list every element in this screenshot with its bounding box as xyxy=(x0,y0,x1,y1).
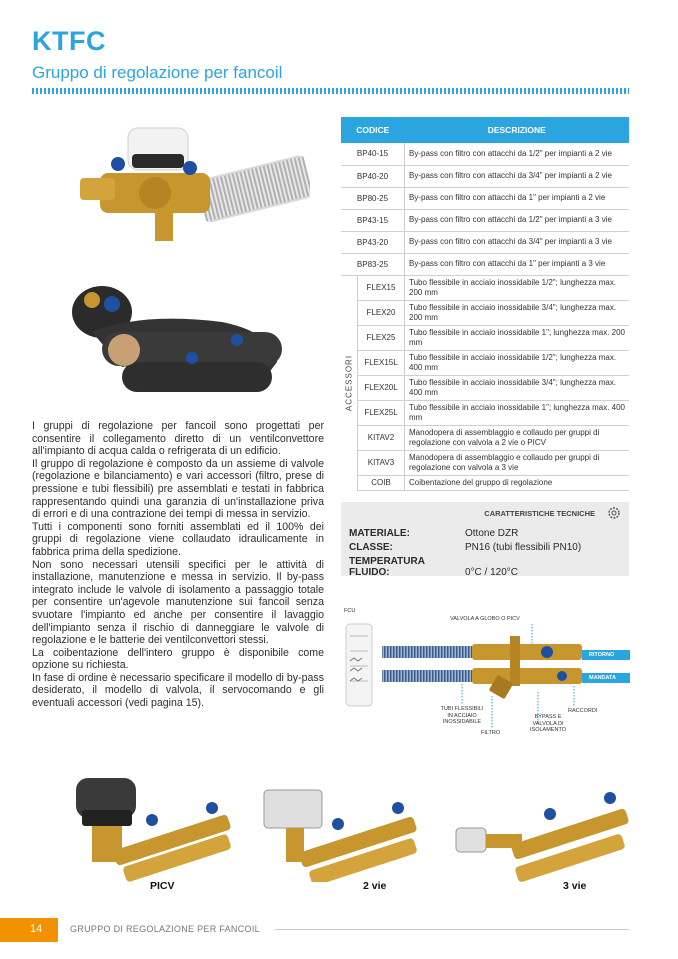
code-cell: KITAV2 xyxy=(358,425,405,450)
accessory-row xyxy=(341,325,629,350)
accessory-row xyxy=(341,350,629,375)
code-cell: FLEX25L xyxy=(358,400,405,425)
accessory-row xyxy=(341,475,629,490)
code-cell: FLEX20L xyxy=(358,375,405,400)
page-title: KTFC xyxy=(32,26,106,56)
product-table xyxy=(341,117,629,491)
code-cell: FLEX25 xyxy=(358,325,405,350)
code-cell: BP83-25 xyxy=(341,253,405,275)
product-image-3way xyxy=(450,778,630,882)
column-header-code: CODICE xyxy=(341,117,405,143)
dotted-divider xyxy=(32,88,629,94)
code-cell: BP43-20 xyxy=(341,231,405,253)
accessory-row xyxy=(341,400,629,425)
code-cell: KITAV3 xyxy=(358,450,405,475)
description-cell: Manodopera di assemblaggio e collaudo per gruppi di regolazione con valvola a 2 vie o PICV xyxy=(405,425,630,450)
code-cell: BP43-15 xyxy=(341,209,405,231)
tech-row: TEMPERATURA FLUIDO: 0°C / 120°C xyxy=(349,556,519,578)
diagram-label-bypass: BYPASS E VALVOLA DI ISOLAMENTO xyxy=(530,714,566,733)
table-row xyxy=(341,209,629,231)
description-cell: Tubo flessibile in acciaio inossidabile 1"; lunghezza max. 400 mm xyxy=(405,400,630,425)
technical-specs-heading: CARATTERISTICHE TECNICHE xyxy=(484,509,595,518)
description-cell: Tubo flessibile in acciaio inossidabile 3/4"; lunghezza max. 200 mm xyxy=(405,300,630,325)
paragraph: I gruppi di regolazione per fancoil sono progettati per consentire il collegamento diretto di un ventilconvettore all'impianto di acqua calda o refrigerata di un edificio. xyxy=(32,420,324,458)
code-cell: BP80-25 xyxy=(341,187,405,209)
page-number: 14 xyxy=(30,923,43,935)
description-cell: By-pass con filtro con attacchi da 1" per impianti a 3 vie xyxy=(405,253,630,275)
tech-row: MATERIALE: Ottone DZR xyxy=(349,528,519,539)
diagram-label-valve: VALVOLA A GLOBO O PICV xyxy=(450,616,520,622)
table-row xyxy=(341,143,629,165)
code-cell: FLEX15 xyxy=(358,275,405,300)
code-cell: BP40-20 xyxy=(341,165,405,187)
accessory-row xyxy=(341,450,629,475)
paragraph: Non sono necessari utensili specifici per le attività di installazione, manutenzione e messa in servizio. Il by-pass integrato include le valvole di isolamento a passaggio totale per consentire un'agevole manutenzione sui fancoil senza svuotare l'impianto ed anche per consentire il lavaggio dell'impianto senza il rischio di danneggiare le valvole di regolazione e le batterie dei ventilconvettori stessi. xyxy=(32,558,324,647)
accessory-row xyxy=(341,275,629,300)
paragraph: Tutti i componenti sono forniti assemblati ed il 100% dei gruppi di regolazione viene collaudato idraulicamente in fabbrica prima della spedizione. xyxy=(32,520,324,558)
column-header-description: DESCRIZIONE xyxy=(405,117,630,143)
product-image-picv xyxy=(62,770,242,882)
footer-divider xyxy=(275,929,629,930)
gear-icon xyxy=(607,506,621,520)
accessory-row xyxy=(341,425,629,450)
paragraph: Il gruppo di regolazione è composto da un assieme di valvole (regolazione e bilanciamento) e vari accessori (filtro, prese di pressione e tubi flessibili) pre assemblati e testati in fabbrica rappresentando quindi una garanzia di un'installazione priva di errori e di una contrazione dei tempi di messa in servizio. xyxy=(32,457,324,521)
diagram-label-hoses: TUBI FLESSIBILI IN ACCIAIO INOSSIDABILE xyxy=(440,706,484,725)
product-image-insulated xyxy=(62,272,292,400)
code-cell: BP40-15 xyxy=(341,143,405,165)
description-cell: Tubo flessibile in acciaio inossidabile 1/2"; lunghezza max. 200 mm xyxy=(405,275,630,300)
description-cell: Manodopera di assemblaggio e collaudo per gruppi di regolazione con valvola a 3 vie xyxy=(405,450,630,475)
table-row xyxy=(341,253,629,275)
accessory-row xyxy=(341,375,629,400)
diagram-label-filter: FILTRO xyxy=(481,730,501,736)
description-cell: Tubo flessibile in acciaio inossidabile 1/2"; lunghezza max. 400 mm xyxy=(405,350,630,375)
code-cell: FLEX15L xyxy=(358,350,405,375)
description-cell: By-pass con filtro con attacchi da 1/2" per impianti a 2 vie xyxy=(405,143,630,165)
code-cell: FLEX20 xyxy=(358,300,405,325)
description-cell: Tubo flessibile in acciaio inossidabile 1"; lunghezza max. 200 mm xyxy=(405,325,630,350)
description-cell: By-pass con filtro con attacchi da 3/4" per impianti a 3 vie xyxy=(405,231,630,253)
paragraph: In fase di ordine è necessario specificare il modello di by-pass desiderato, il modello di valvola, il servocomando e gli eventuali accessori (vedi pagina 15). xyxy=(32,671,324,710)
description-cell: By-pass con filtro con attacchi da 1" per impianti a 2 vie xyxy=(405,187,630,209)
accessory-row xyxy=(341,300,629,325)
accessories-group-cell xyxy=(341,275,358,490)
page-number-tab xyxy=(0,918,58,942)
product-image-bypass xyxy=(60,118,310,253)
table-row xyxy=(341,231,629,253)
caption-3-way: 3 vie xyxy=(563,880,587,892)
accessories-label: ACCESSORI xyxy=(344,354,354,411)
code-cell: COIB xyxy=(358,475,405,490)
technical-specs-box xyxy=(341,502,629,576)
caption-picv: PICV xyxy=(150,880,175,892)
installation-diagram xyxy=(342,606,632,756)
description-cell: Coibentazione del gruppo di regolazione xyxy=(405,475,630,490)
description-text xyxy=(32,420,324,710)
diagram-label-mandata: MANDATA xyxy=(589,675,616,681)
description-cell: Tubo flessibile in acciaio inossidabile 3/4"; lunghezza max. 400 mm xyxy=(405,375,630,400)
table-row xyxy=(341,187,629,209)
diagram-label-ritorno: RITORNO xyxy=(589,652,615,658)
page-subtitle: Gruppo di regolazione per fancoil xyxy=(32,63,283,82)
product-image-2way xyxy=(258,778,428,882)
diagram-label-fittings: RACCORDI xyxy=(568,708,598,714)
description-cell: By-pass con filtro con attacchi da 3/4" per impianti a 2 vie xyxy=(405,165,630,187)
caption-2-way: 2 vie xyxy=(363,880,387,892)
description-cell: By-pass con filtro con attacchi da 1/2" per impianti a 3 vie xyxy=(405,209,630,231)
paragraph: La coibentazione dell'intero gruppo è disponibile come opzione su richiesta. xyxy=(32,646,324,672)
tech-row: CLASSE: PN16 (tubi flessibili PN10) xyxy=(349,542,582,553)
footer-title: GRUPPO DI REGOLAZIONE PER FANCOIL xyxy=(70,924,260,934)
table-row xyxy=(341,165,629,187)
diagram-label-fcu: FCU xyxy=(344,608,356,614)
